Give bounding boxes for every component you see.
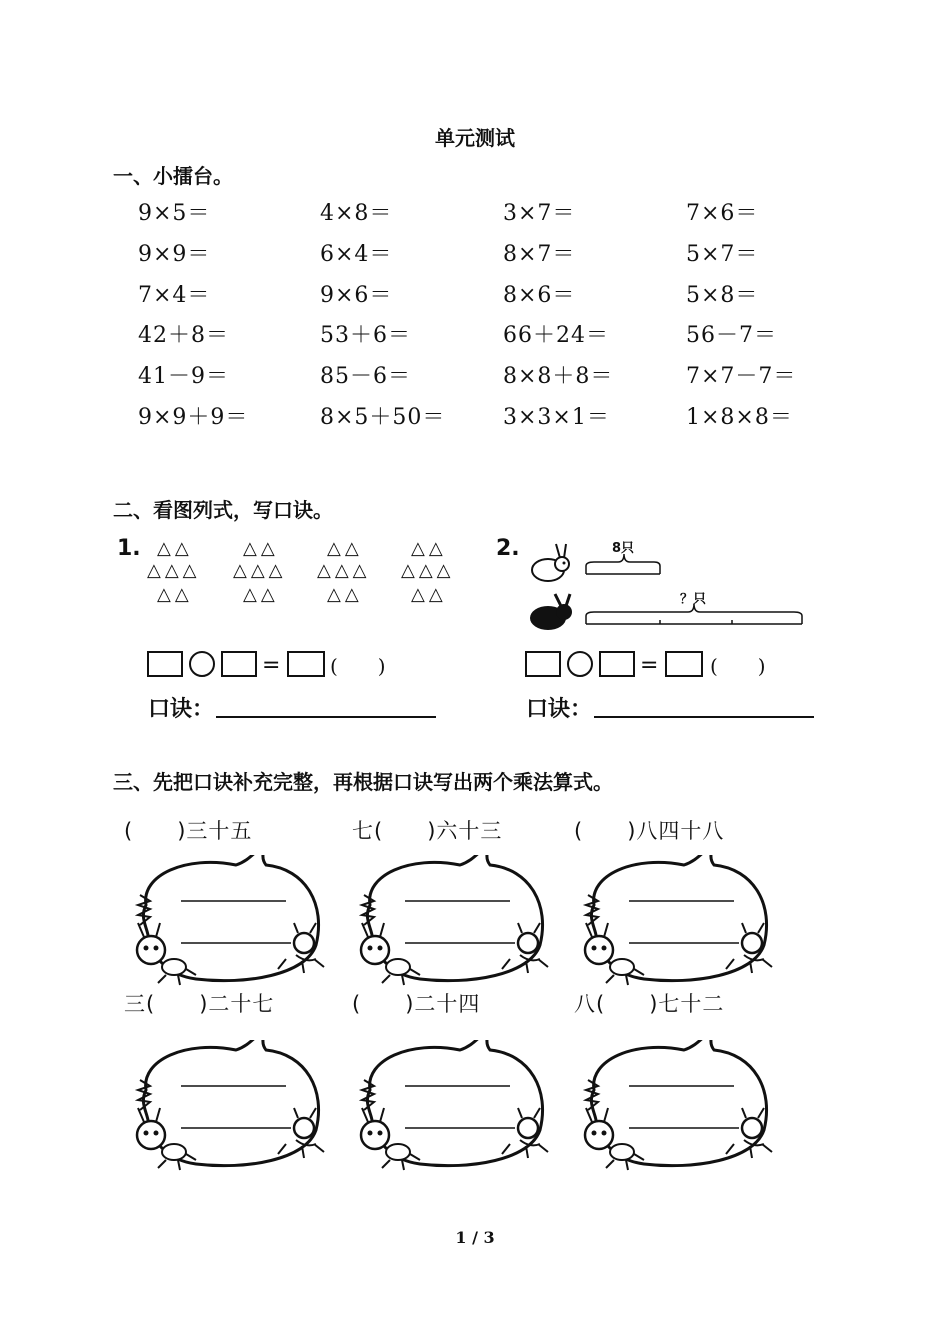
answer-box[interactable] [222,652,256,676]
rhyme-3: ( )八四十八 [574,819,725,843]
equation: 8×8＋8＝ [503,364,614,389]
equation: 4×8＝ [320,201,393,226]
rhyme-2: 七( )六十三 [352,819,503,843]
answer-box[interactable] [666,652,702,676]
rhyme-6: 八( )七十二 [574,992,725,1016]
triangle-icon: △△ [411,538,447,559]
triangle-icon: △△ [243,584,279,605]
section1-heading: 一、小擂台。 [113,164,233,188]
triangle-icon: △△△ [233,560,287,581]
svg-text:=: = [262,653,281,678]
equation: 8×6＝ [503,283,576,308]
equation: 41－9＝ [138,364,229,389]
q1-label: 1. [117,536,141,561]
q2-formula-boxes [524,648,714,680]
equation: 9×5＝ [138,201,211,226]
equation: 1×8×8＝ [686,405,793,430]
q2-koujue-label: 口诀： [526,697,593,722]
equation: 5×7＝ [686,242,759,267]
q2-label: 2. [496,536,520,561]
equation: 7×7－7＝ [686,364,797,389]
q1-koujue-label: 口诀： [148,697,215,722]
equation: 42＋8＝ [138,323,229,348]
q2-koujue-line[interactable] [594,716,814,718]
equation: 9×9＝ [138,242,211,267]
triangle-icon: △△ [327,584,363,605]
equation: 6×4＝ [320,242,393,267]
leaf-answer-card[interactable] [350,855,560,995]
svg-text:=: = [640,653,659,678]
equation: 5×8＝ [686,283,759,308]
bottom-count-label: ？只 [680,592,707,607]
page-number: 1 / 3 [455,1228,495,1247]
q1-formula-boxes [146,648,336,680]
operator-circle[interactable] [190,652,214,676]
leaf-answer-card[interactable] [574,1040,784,1180]
rhyme-5: ( )二十四 [352,992,481,1016]
equation: 66＋24＝ [503,323,609,348]
leaf-answer-card[interactable] [574,855,784,995]
equation: 7×4＝ [138,283,211,308]
top-count-label: 8只 [612,541,635,556]
triangle-icon: △△△ [317,560,371,581]
top-brace [584,552,664,578]
equation: 7×6＝ [686,201,759,226]
triangle-icon: △△ [157,538,193,559]
equation: 85－6＝ [320,364,411,389]
operator-circle[interactable] [568,652,592,676]
equation: 56－7＝ [686,323,777,348]
triangle-icon: △△ [327,538,363,559]
triangle-icon: △△ [411,584,447,605]
section3-heading: 三、先把口诀补充完整，再根据口诀写出两个乘法算式。 [113,770,613,794]
leaf-answer-card[interactable] [350,1040,560,1180]
rhyme-1: ( )三十五 [124,819,253,843]
white-rabbit-icon [524,540,574,585]
equation: 3×3×1＝ [503,405,610,430]
equation: 9×9＋9＝ [138,405,249,430]
q2-paren: ( ) [710,654,766,678]
answer-box[interactable] [526,652,560,676]
bottom-brace [584,602,806,628]
triangle-icon: △△ [243,538,279,559]
triangle-icon: △△△ [147,560,201,581]
equation: 9×6＝ [320,283,393,308]
black-rabbit-icon [524,590,574,635]
answer-box[interactable] [288,652,324,676]
rhyme-4: 三( )二十七 [124,992,275,1016]
equation: 3×7＝ [503,201,576,226]
answer-box[interactable] [148,652,182,676]
page-title: 单元测试 [435,126,515,150]
equation: 8×5＋50＝ [320,405,446,430]
leaf-answer-card[interactable] [126,1040,336,1180]
triangle-icon: △△△ [401,560,455,581]
section2-heading: 二、看图列式，写口诀。 [113,498,333,522]
equation: 53＋6＝ [320,323,411,348]
q1-paren: ( ) [330,654,386,678]
equation: 8×7＝ [503,242,576,267]
answer-box[interactable] [600,652,634,676]
q1-koujue-line[interactable] [216,716,436,718]
leaf-answer-card[interactable] [126,855,336,995]
triangle-icon: △△ [157,584,193,605]
